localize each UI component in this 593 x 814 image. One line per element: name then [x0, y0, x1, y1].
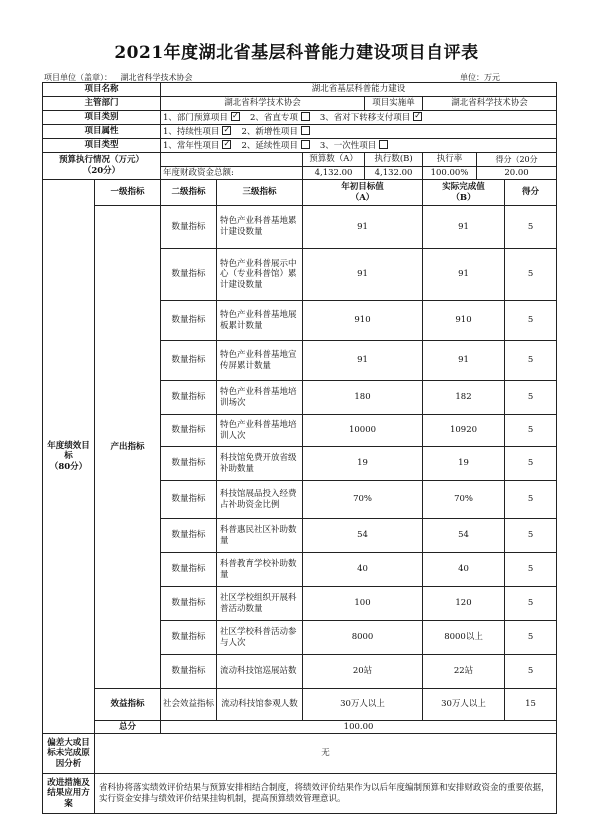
project-name-value: 湖北省基层科普能力建设 [161, 83, 557, 97]
option-item [241, 127, 309, 137]
quantity-indicator-label: 数量指标 [161, 206, 217, 249]
quantity-indicator-label: 数量指标 [161, 519, 217, 553]
option-label: 3、省对下转移支付项目 [319, 112, 411, 123]
benefit-score: 15 [505, 689, 557, 721]
indicator-actual: 54 [423, 519, 505, 553]
type-options [161, 139, 557, 153]
indicator-name: 特色产业科普基地培训人次 [217, 415, 303, 447]
category-label: 项目类别 [43, 111, 161, 125]
quantity-indicator-label: 数量指标 [161, 381, 217, 415]
quantity-indicator-label: 数量指标 [161, 587, 217, 621]
indicator-name: 社区学校组织开展科普活动数量 [217, 587, 303, 621]
unchecked-box-icon[interactable] [301, 140, 310, 149]
score-value: 20.00 [477, 167, 557, 180]
option-item [241, 141, 309, 151]
checked-box-icon[interactable] [231, 112, 240, 121]
indicator-target: 8000 [303, 621, 423, 655]
option-item [320, 141, 388, 151]
indicator-actual: 910 [423, 301, 505, 341]
header-actual: 实际完成值 （B） [423, 180, 505, 206]
impl-label: 项目实施单 [365, 97, 423, 111]
header-target: 年初目标值 （A） [303, 180, 423, 206]
social-benefit-label: 社会效益指标 [161, 689, 217, 721]
indicator-target: 20站 [303, 655, 423, 689]
indicator-name: 科普惠民社区补助数量 [217, 519, 303, 553]
rate-value: 100.00% [423, 167, 477, 180]
budget-section-label [43, 153, 161, 180]
page-title: 2021年度湖北省基层科普能力建设项目自评表 [114, 43, 479, 63]
indicator-score: 5 [505, 206, 557, 249]
option-label: 3、一次性项目 [319, 140, 377, 151]
indicator-actual: 22站 [423, 655, 505, 689]
annual-goal-label: 年度绩效目标 （80分） [43, 180, 95, 734]
deviation-value: 无 [95, 734, 557, 774]
unchecked-box-icon[interactable] [379, 140, 388, 149]
indicator-score: 5 [505, 415, 557, 447]
indicator-target: 91 [303, 341, 423, 381]
option-label: 1、部门预算项目 [163, 112, 228, 123]
quantity-indicator-label: 数量指标 [161, 415, 217, 447]
indicator-name: 科技馆展品投入经费占补助资金比例 [217, 481, 303, 519]
indicator-score: 5 [505, 341, 557, 381]
indicator-score: 5 [505, 519, 557, 553]
indicator-score: 5 [505, 655, 557, 689]
option-label: 1、常年性项目 [163, 140, 220, 151]
benefit-indicator-label: 效益指标 [95, 689, 161, 721]
indicator-name: 科普教育学校补助数量 [217, 553, 303, 587]
indicator-actual: 10920 [423, 415, 505, 447]
budget-value: 4,132.00 [303, 167, 365, 180]
option-label: 2、延续性项目 [241, 140, 298, 151]
dept-label: 主管部门 [43, 97, 161, 111]
indicator-score: 5 [505, 481, 557, 519]
score-col-label: 得分（20分 [477, 153, 557, 167]
option-label: 2、新增性项目 [241, 126, 298, 137]
quantity-indicator-label: 数量指标 [161, 249, 217, 301]
total-value: 100.00 [161, 721, 557, 734]
indicator-actual: 182 [423, 381, 505, 415]
quantity-indicator-label: 数量指标 [161, 621, 217, 655]
option-label: 1、持续性项目 [163, 126, 220, 137]
improve-label: 改进措施及结果应用方案 [43, 774, 95, 814]
rate-col-label: 执行率 [423, 153, 477, 167]
quantity-indicator-label: 数量指标 [161, 301, 217, 341]
header-level2: 二级指标 [161, 180, 217, 206]
exec-value: 4,132.00 [365, 167, 423, 180]
checked-box-icon[interactable] [222, 140, 231, 149]
indicator-name: 特色产业科普基地宣传屏累计数量 [217, 341, 303, 381]
evaluation-table [42, 82, 557, 814]
quantity-indicator-label: 数量指标 [161, 341, 217, 381]
impl-value: 湖北省科学技术协会 [423, 97, 557, 111]
total-label: 总分 [95, 721, 161, 734]
indicator-target: 10000 [303, 415, 423, 447]
indicator-actual: 91 [423, 341, 505, 381]
indicator-target: 910 [303, 301, 423, 341]
indicator-actual: 8000以上 [423, 621, 505, 655]
quantity-indicator-label: 数量指标 [161, 447, 217, 481]
indicator-row [43, 206, 557, 249]
indicator-score: 5 [505, 553, 557, 587]
indicator-actual: 40 [423, 553, 505, 587]
benefit-actual: 30万人以上 [423, 689, 505, 721]
indicator-actual: 91 [423, 206, 505, 249]
project-name-label: 项目名称 [43, 83, 161, 97]
quantity-indicator-label: 数量指标 [161, 553, 217, 587]
type-label: 项目类型 [43, 139, 161, 153]
indicator-target: 91 [303, 249, 423, 301]
benefit-row [43, 689, 557, 721]
indicator-name: 特色产业科普展示中心（专业科普馆）累计建设数量 [217, 249, 303, 301]
indicator-score: 5 [505, 447, 557, 481]
benefit-name: 流动科技馆参观人数 [217, 689, 303, 721]
indicator-name: 流动科技馆巡展站数 [217, 655, 303, 689]
indicator-target: 19 [303, 447, 423, 481]
indicator-name: 社区学校科普活动参与人次 [217, 621, 303, 655]
attr-options [161, 125, 557, 139]
indicator-name: 特色产业科普基地累计建设数量 [217, 206, 303, 249]
indicator-name: 科技馆免费开放省级补助数量 [217, 447, 303, 481]
deviation-label: 偏差大或目标未完成原因分析 [43, 734, 95, 774]
budget-label-line2: （20分） [82, 166, 121, 176]
indicator-score: 5 [505, 249, 557, 301]
output-indicator-label: 产出指标 [95, 206, 161, 689]
indicator-target: 40 [303, 553, 423, 587]
quantity-indicator-label: 数量指标 [161, 481, 217, 519]
option-item [163, 113, 240, 123]
project-unit-value: 湖北省科学技术协会 [120, 73, 193, 82]
indicator-name: 特色产业科普基地培训场次 [217, 381, 303, 415]
checked-box-icon[interactable] [222, 126, 231, 135]
funds-row-label: 年度财政资金总额: [161, 167, 303, 180]
project-unit-label: 项目单位（盖章）： [44, 73, 112, 82]
indicator-score: 5 [505, 621, 557, 655]
option-item [163, 127, 231, 137]
option-item [250, 113, 310, 123]
option-item [320, 113, 422, 123]
unchecked-box-icon[interactable] [301, 112, 310, 121]
quantity-indicator-label: 数量指标 [161, 655, 217, 689]
indicator-target: 70% [303, 481, 423, 519]
indicator-actual: 91 [423, 249, 505, 301]
header-level3: 三级指标 [217, 180, 303, 206]
indicator-score: 5 [505, 301, 557, 341]
benefit-target: 30万人以上 [303, 689, 423, 721]
indicator-name: 特色产业科普基地展板累计数量 [217, 301, 303, 341]
exec-col-label: 执行数(B) [365, 153, 423, 167]
attr-label: 项目属性 [43, 125, 161, 139]
indicator-score: 5 [505, 381, 557, 415]
header-level1: 一级指标 [95, 180, 161, 206]
indicator-target: 100 [303, 587, 423, 621]
indicator-score: 5 [505, 587, 557, 621]
unchecked-box-icon[interactable] [301, 126, 310, 135]
indicator-target: 91 [303, 206, 423, 249]
option-item [163, 141, 231, 151]
indicator-actual: 19 [423, 447, 505, 481]
budget-col-label: 预算数（A） [303, 153, 365, 167]
indicator-actual: 70% [423, 481, 505, 519]
category-options [161, 111, 557, 125]
indicator-target: 54 [303, 519, 423, 553]
header-score: 得分 [505, 180, 557, 206]
checked-box-icon[interactable] [413, 112, 422, 121]
budget-label-line1: 预算执行情况（万元） [59, 155, 145, 166]
indicator-actual: 120 [423, 587, 505, 621]
improve-value: 省科协将落实绩效评价结果与预算安排相结合制度，将绩效评价结果作为以后年度编制预算和安排财政资金的重要依据，实行资金安排与绩效评价结果挂钩机制，提高预算绩效管理意识。 [95, 774, 557, 814]
indicator-target: 180 [303, 381, 423, 415]
money-unit: 单位：万元 [460, 73, 500, 82]
dept-value: 湖北省科学技术协会 [161, 97, 365, 111]
option-label: 2、省直专项 [249, 112, 298, 123]
